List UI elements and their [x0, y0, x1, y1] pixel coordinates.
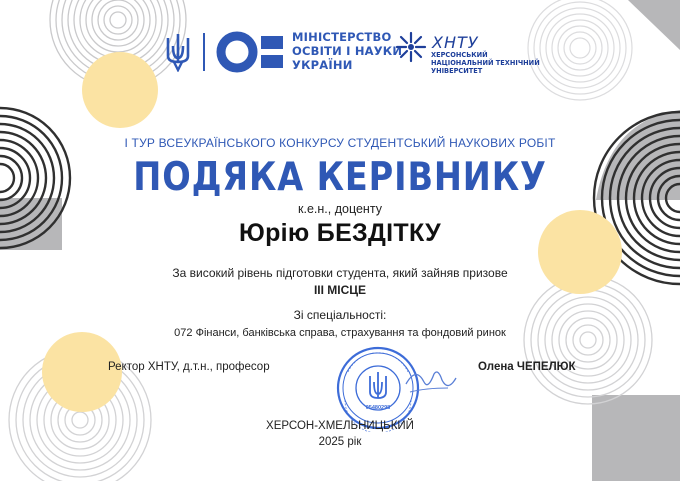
- university-emblem-icon: [394, 30, 428, 64]
- university-sub-2: НАЦІОНАЛЬНИЙ ТЕХНІЧНИЙ: [431, 59, 540, 67]
- recipient-degree: к.е.н., доценту: [298, 202, 382, 216]
- award-reason: За високий рівень підготовки студента, який зайняв призове: [172, 266, 508, 280]
- university-name: ХНТУ: [432, 33, 479, 52]
- ministry-line-3: УКРАЇНИ: [292, 58, 353, 72]
- year: 2025 рік: [318, 436, 362, 448]
- recipient-name: Юрію БЕЗДІТКУ: [239, 219, 441, 247]
- certificate-title: ПОДЯКА КЕРІВНИКУ: [133, 155, 547, 200]
- rector-name: Олена ЧЕПЕЛЮК: [478, 361, 576, 373]
- award-place: ІІІ МІСЦЕ: [313, 283, 367, 297]
- official-stamp: [330, 342, 470, 432]
- ministry-name: [292, 30, 402, 72]
- university-sub-3: УНІВЕРСИТЕТ: [431, 67, 483, 75]
- university-sub-1: ХЕРСОНСЬКИЙ: [431, 51, 488, 59]
- ministry-line-2: ОСВІТИ І НАУКИ: [292, 44, 403, 58]
- specialty-value: 072 Фінанси, банківська справа, страхування та фондовий ринок: [174, 327, 506, 339]
- ministry-line-1: МІНІСТЕРСТВО: [292, 30, 392, 44]
- specialty-label: Зі спеціальності:: [293, 308, 387, 322]
- stamp-code: 05480298: [365, 405, 391, 411]
- trident-icon: [164, 32, 192, 72]
- rector-title: Ректор ХНТУ, д.т.н., професор: [108, 361, 270, 373]
- ministry-logo-icon: [215, 30, 287, 74]
- logo-divider: [203, 33, 205, 71]
- contest-tour-heading: І ТУР ВСЕУКРАЇНСЬКОГО КОНКУРСУ СТУДЕНТСЬКИЙ НАУКОВИХ РОБІТ: [124, 136, 556, 150]
- city: ХЕРСОН-ХМЕЛЬНИЦЬКИЙ: [266, 420, 414, 432]
- university-full-name: [431, 51, 540, 75]
